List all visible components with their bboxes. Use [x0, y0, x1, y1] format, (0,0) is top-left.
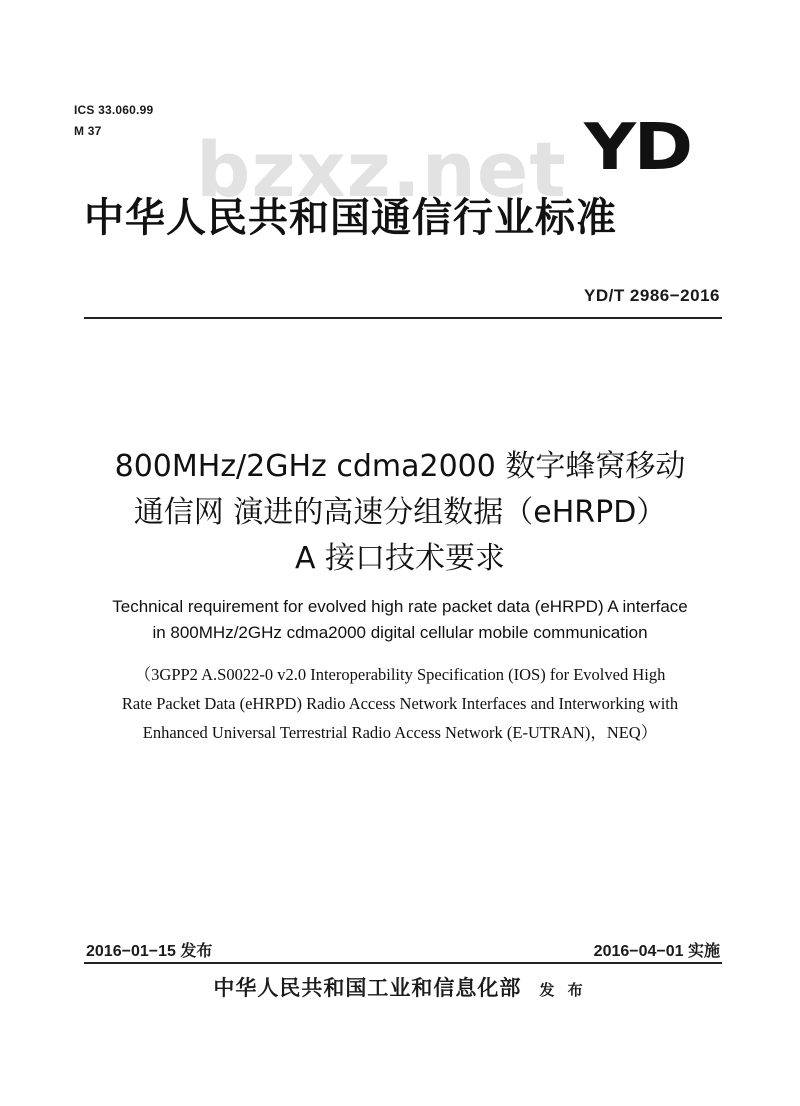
publisher-line: [0, 972, 800, 1002]
publisher-name: 中华人民共和国工业和信息化部: [213, 975, 522, 1000]
bottom-divider: [84, 962, 722, 964]
english-title-line: Technical requirement for evolved high rate packet data (eHRPD) A interface: [112, 597, 688, 616]
chinese-title-line: 通信网 演进的高速分组数据（eHRPD）: [133, 495, 667, 530]
source-reference-line: Enhanced Universal Terrestrial Radio Access Network (E-UTRAN)，NEQ）: [142, 723, 658, 742]
publish-label: 发 布: [539, 981, 587, 999]
standard-category-title: 中华人民共和国通信行业标准: [84, 195, 617, 241]
chinese-title-line: 800MHz/2GHz cdma2000 数字蜂窝移动: [114, 449, 686, 484]
watermark: bzxz.net: [196, 125, 567, 214]
classification-code: M 37: [74, 124, 102, 138]
chinese-title-line: A 接口技术要求: [294, 541, 506, 576]
source-reference-line: （3GPP2 A.S0022-0 v2.0 Interoperability Specification (IOS) for Evolved High: [134, 665, 666, 684]
standard-number: YD/T 2986−2016: [583, 286, 720, 305]
yd-logo: YD: [584, 111, 691, 185]
source-reference-line: Rate Packet Data (eHRPD) Radio Access Network Interfaces and Interworking with: [121, 694, 679, 713]
source-reference: [0, 660, 800, 747]
english-title-line: in 800MHz/2GHz cdma2000 digital cellular mobile communication: [152, 623, 648, 642]
implementation-date: 2016−04−01 实施: [593, 943, 720, 960]
english-title: [0, 594, 800, 646]
ics-code: ICS 33.060.99: [74, 103, 154, 117]
top-divider: [84, 317, 722, 319]
chinese-title: [0, 444, 800, 582]
issue-date: 2016−01−15 发布: [86, 943, 213, 960]
